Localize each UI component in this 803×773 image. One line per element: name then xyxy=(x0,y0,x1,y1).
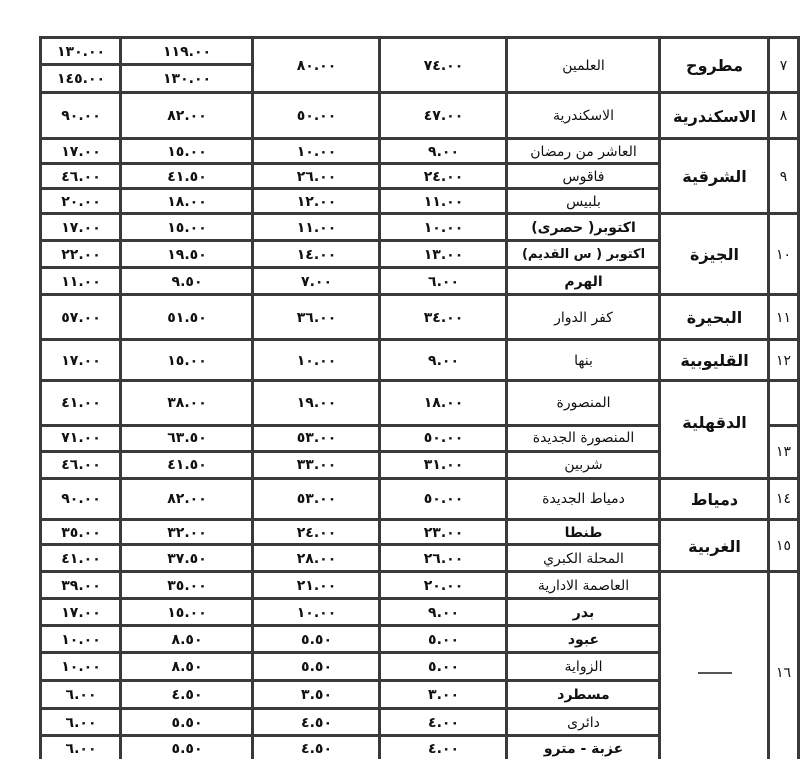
price-2-cell: ٣.٥٠ xyxy=(301,687,332,703)
grid-line xyxy=(39,379,800,382)
city-cell: بنها xyxy=(574,352,593,369)
governorate-cell: الغربية xyxy=(688,536,741,556)
city-cell: شربين xyxy=(564,456,603,473)
price-1-cell: ٥٠.٠٠ xyxy=(423,430,464,446)
grid-line xyxy=(39,679,661,682)
price-2-cell: ٢٦.٠٠ xyxy=(296,168,337,185)
index-cell: ١١ xyxy=(775,309,792,326)
price-1-cell: ٤٧.٠٠ xyxy=(423,108,464,124)
grid-line xyxy=(39,137,800,140)
grid-line xyxy=(39,651,661,654)
price-1-cell: ٥.٠٠ xyxy=(428,631,459,648)
city-cell: العاصمة الادارية xyxy=(537,577,630,594)
price-3-cell: ٥١.٥٠ xyxy=(167,309,207,326)
price-1-cell: ٢٦.٠٠ xyxy=(423,550,464,567)
price-3-cell: ١٣٠.٠٠ xyxy=(162,71,212,87)
governorate-cell: مطروح xyxy=(686,56,743,75)
price-4-cell: ٢٢.٠٠ xyxy=(61,246,101,263)
price-4-cell: ١٧.٠٠ xyxy=(61,219,101,236)
governorate-cell: دمياط xyxy=(690,489,739,509)
grid-line xyxy=(39,518,800,521)
price-2-cell: ١٩.٠٠ xyxy=(296,395,337,411)
price-3-cell: ٥.٥٠ xyxy=(171,741,203,757)
price-3-cell: ٣٢.٠٠ xyxy=(167,524,207,541)
price-2-cell: ٢٤.٠٠ xyxy=(296,524,337,541)
city-cell: مسطرد xyxy=(557,687,610,703)
price-3-cell: ٤.٥٠ xyxy=(171,687,203,703)
grid-line xyxy=(39,212,800,215)
price-4-cell: ٦.٠٠ xyxy=(65,714,97,731)
price-3-cell: ٤١.٥٠ xyxy=(167,168,207,185)
price-4-cell: ٥٧.٠٠ xyxy=(61,309,101,326)
price-4-cell: ١٤٥.٠٠ xyxy=(56,71,106,87)
price-1-cell: ٥.٠٠ xyxy=(428,659,459,675)
index-cell: ١٦ xyxy=(775,665,792,681)
city-cell: كفر الدوار xyxy=(554,309,613,326)
price-3-cell: ٦٣.٥٠ xyxy=(167,430,207,446)
city-cell: اكتوبر ( س القديم) xyxy=(521,247,646,262)
governorate-cell: القليوبية xyxy=(680,351,749,370)
price-2-cell: ١٠.٠٠ xyxy=(296,604,337,621)
city-cell: المنصورة xyxy=(556,395,611,411)
price-1-cell: ٤.٠٠ xyxy=(428,714,459,731)
index-cell: ١٣ xyxy=(775,443,792,460)
price-2-cell: ٤.٥٠ xyxy=(301,714,332,731)
city-cell: المحلة الكبري xyxy=(543,550,624,567)
price-2-cell: ٥٣.٠٠ xyxy=(296,491,337,507)
price-1-cell: ٦.٠٠ xyxy=(428,273,459,290)
price-1-cell: ٣١.٠٠ xyxy=(423,456,464,473)
price-2-cell: ٨٠.٠٠ xyxy=(296,57,337,74)
grid-line xyxy=(39,91,800,94)
price-2-cell: ٤.٥٠ xyxy=(301,741,332,757)
index-cell: ١٠ xyxy=(775,246,792,263)
grid-line xyxy=(39,450,661,453)
city-cell: الزواية xyxy=(564,659,603,675)
price-1-cell: ٩.٠٠ xyxy=(428,352,459,369)
city-cell: عبود xyxy=(567,631,600,648)
price-4-cell: ١٧.٠٠ xyxy=(61,604,101,621)
price-3-cell: ٥.٥٠ xyxy=(171,714,203,731)
grid-line xyxy=(39,293,800,296)
price-3-cell: ٩.٥٠ xyxy=(171,273,203,290)
price-1-cell: ٩.٠٠ xyxy=(428,604,459,621)
price-2-cell: ٣٣.٠٠ xyxy=(296,456,337,473)
grid-line xyxy=(39,36,800,39)
city-cell: الاسكندرية xyxy=(552,108,615,124)
city-cell: العلمين xyxy=(562,57,605,74)
price-2-cell: ١٤.٠٠ xyxy=(296,246,337,263)
grid-line xyxy=(39,424,661,427)
price-4-cell: ٤١.٠٠ xyxy=(61,395,101,411)
price-2-cell: ٥.٥٠ xyxy=(301,659,332,675)
price-1-cell: ١٣.٠٠ xyxy=(423,246,464,263)
price-3-cell: ١٥.٠٠ xyxy=(167,604,207,621)
city-cell: طنطا xyxy=(564,524,603,541)
governorate-cell: الشرقية xyxy=(682,167,747,186)
price-3-cell: ٣٨.٠٠ xyxy=(167,395,207,411)
grid-line xyxy=(797,37,800,759)
price-4-cell: ١٠.٠٠ xyxy=(61,631,101,648)
dash-placeholder xyxy=(698,672,732,674)
price-3-cell: ١٥.٠٠ xyxy=(167,352,207,369)
grid-line xyxy=(39,624,661,627)
price-3-cell: ١٥.٠٠ xyxy=(167,219,207,236)
index-cell: ١٢ xyxy=(775,352,792,369)
grid-line xyxy=(39,543,661,546)
index-cell: ٧ xyxy=(779,57,788,74)
grid-line xyxy=(39,63,254,66)
price-3-cell: ٣٥.٠٠ xyxy=(167,577,207,594)
price-2-cell: ٢٨.٠٠ xyxy=(296,550,337,567)
price-4-cell: ٦.٠٠ xyxy=(65,687,97,703)
price-1-cell: ٩.٠٠ xyxy=(428,143,459,160)
price-3-cell: ١٥.٠٠ xyxy=(167,143,207,160)
city-cell: اكتوبر( حصرى) xyxy=(531,219,636,236)
city-cell: العاشر من رمضان xyxy=(530,143,637,160)
price-2-cell: ٢١.٠٠ xyxy=(296,577,337,594)
grid-line xyxy=(39,570,800,573)
price-4-cell: ٣٥.٠٠ xyxy=(61,524,101,541)
city-cell: بلبيس xyxy=(566,193,601,210)
price-1-cell: ٧٤.٠٠ xyxy=(423,57,464,74)
grid-line xyxy=(39,162,661,165)
city-cell: فاقوس xyxy=(562,168,605,185)
price-2-cell: ٧.٠٠ xyxy=(301,273,332,290)
grid-line xyxy=(767,424,800,427)
price-1-cell: ١١.٠٠ xyxy=(423,193,464,210)
price-4-cell: ٤٦.٠٠ xyxy=(61,456,101,473)
governorate-cell: البحيرة xyxy=(686,308,743,327)
price-3-cell: ٨٢.٠٠ xyxy=(167,108,207,124)
index-cell: ١٥ xyxy=(775,538,792,554)
grid-line xyxy=(39,187,661,190)
price-3-cell: ٨.٥٠ xyxy=(171,631,203,648)
price-1-cell: ١٨.٠٠ xyxy=(423,395,464,411)
city-cell: دمياط الجديدة xyxy=(542,491,625,507)
price-2-cell: ٣٦.٠٠ xyxy=(296,309,337,326)
price-4-cell: ٤١.٠٠ xyxy=(61,550,101,567)
price-4-cell: ٢٠.٠٠ xyxy=(61,193,101,210)
price-2-cell: ١١.٠٠ xyxy=(296,219,337,236)
price-1-cell: ٣.٠٠ xyxy=(428,687,459,703)
grid-line xyxy=(39,477,800,480)
grid-line xyxy=(39,266,661,269)
grid-line xyxy=(39,597,661,600)
price-4-cell: ١٧.٠٠ xyxy=(61,143,101,160)
price-4-cell: ٩٠.٠٠ xyxy=(61,491,101,507)
price-3-cell: ٣٧.٥٠ xyxy=(167,550,207,567)
price-4-cell: ١٧.٠٠ xyxy=(61,352,101,369)
price-1-cell: ٣٤.٠٠ xyxy=(423,309,464,326)
price-4-cell: ١٠.٠٠ xyxy=(61,659,101,675)
price-2-cell: ٥.٥٠ xyxy=(301,631,332,648)
governorate-cell: الاسكندرية xyxy=(672,106,757,126)
price-3-cell: ٨.٥٠ xyxy=(171,659,203,675)
grid-line xyxy=(767,37,770,759)
price-1-cell: ١٠.٠٠ xyxy=(423,219,464,236)
grid-line xyxy=(39,734,661,737)
city-cell: بدر xyxy=(572,604,595,621)
city-cell: دائرى xyxy=(567,714,600,731)
price-4-cell: ٤٦.٠٠ xyxy=(61,168,101,185)
grid-line xyxy=(39,338,800,341)
price-4-cell: ٩٠.٠٠ xyxy=(61,108,101,124)
price-3-cell: ٤١.٥٠ xyxy=(167,456,207,473)
price-3-cell: ١٩.٥٠ xyxy=(167,246,207,263)
price-1-cell: ٤.٠٠ xyxy=(428,741,459,757)
price-4-cell: ١٣٠.٠٠ xyxy=(56,43,106,60)
index-cell: ٩ xyxy=(779,168,788,185)
price-1-cell: ٢٣.٠٠ xyxy=(423,524,464,541)
price-2-cell: ١٠.٠٠ xyxy=(296,352,337,369)
governorate-cell-empty xyxy=(661,573,768,773)
city-cell: الهرم xyxy=(564,273,603,290)
index-cell: ١٤ xyxy=(775,491,792,507)
price-3-cell: ١١٩.٠٠ xyxy=(162,43,212,60)
price-4-cell: ٧١.٠٠ xyxy=(61,430,101,446)
price-2-cell: ٥٠.٠٠ xyxy=(296,108,337,124)
price-1-cell: ٢٤.٠٠ xyxy=(423,168,464,185)
price-3-cell: ١٨.٠٠ xyxy=(167,193,207,210)
city-cell: المنصورة الجديدة xyxy=(532,430,635,446)
price-1-cell: ٥٠.٠٠ xyxy=(423,491,464,507)
governorate-cell: الجيزة xyxy=(690,245,739,264)
price-3-cell: ٨٢.٠٠ xyxy=(167,491,207,507)
price-4-cell: ٣٩.٠٠ xyxy=(61,577,101,594)
price-4-cell: ١١.٠٠ xyxy=(61,273,101,290)
city-cell: عزبة - مترو xyxy=(543,741,624,757)
price-2-cell: ٥٣.٠٠ xyxy=(296,430,337,446)
price-1-cell: ٢٠.٠٠ xyxy=(423,577,464,594)
grid-line xyxy=(39,239,661,242)
price-2-cell: ١٠.٠٠ xyxy=(296,143,337,160)
price-4-cell: ٦.٠٠ xyxy=(65,741,97,757)
grid-line xyxy=(39,707,661,710)
price-2-cell: ١٢.٠٠ xyxy=(296,193,337,210)
index-cell: ٨ xyxy=(779,108,788,124)
governorate-cell: الدقهلية xyxy=(682,413,747,432)
